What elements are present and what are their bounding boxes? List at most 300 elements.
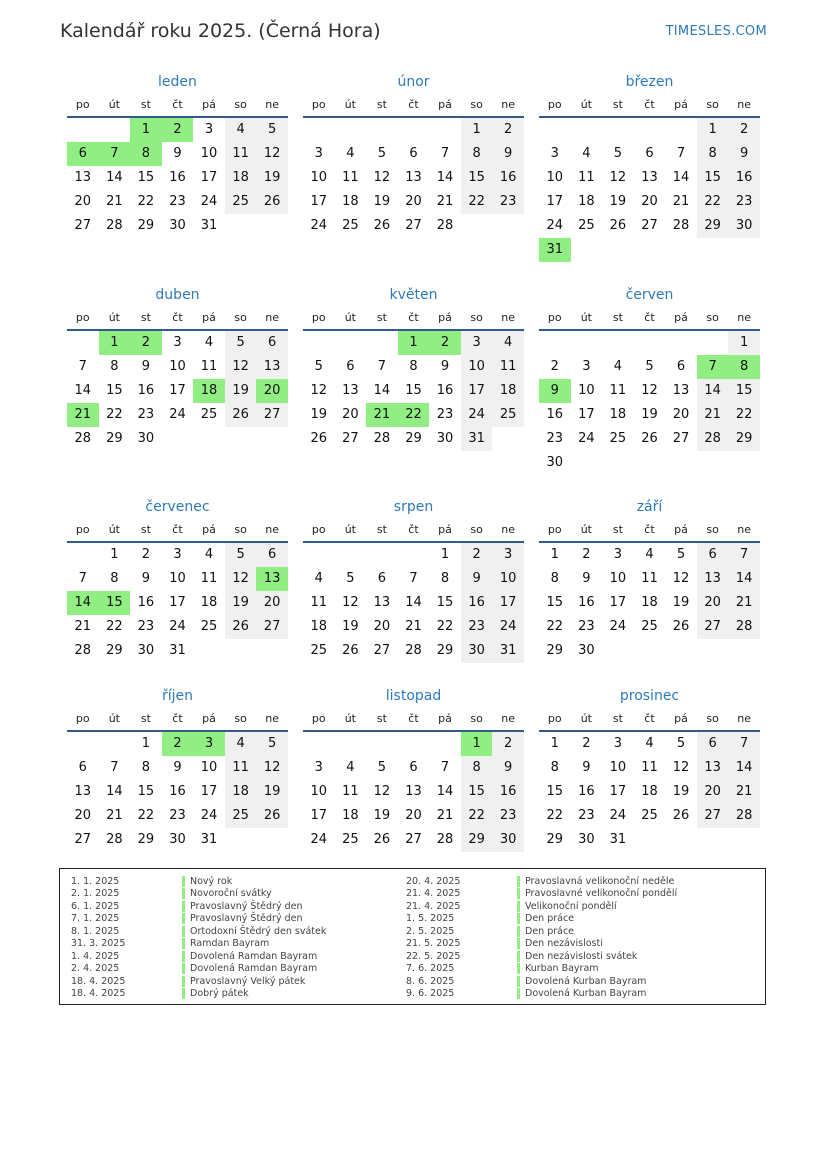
weekday-label: po bbox=[311, 98, 326, 111]
day-cell: 17 bbox=[461, 379, 493, 403]
day-cell: 4 bbox=[645, 736, 654, 751]
day-cell: 11 bbox=[342, 170, 359, 185]
day-cell: 4 bbox=[492, 331, 524, 355]
day-cell: 29 bbox=[137, 218, 155, 233]
legend-column-right bbox=[395, 875, 677, 1000]
weekday-label: st bbox=[612, 712, 623, 725]
weekday-label: po bbox=[311, 712, 326, 725]
weekday-header bbox=[539, 519, 760, 543]
holiday-marker bbox=[517, 938, 520, 949]
day-cell: 13 bbox=[74, 784, 92, 799]
day-cell: 24 bbox=[609, 619, 627, 634]
day-cell: 30 bbox=[578, 643, 595, 658]
day-cell: 26 bbox=[225, 403, 257, 427]
day-cell: 29 bbox=[106, 643, 123, 658]
empty-cell bbox=[398, 118, 430, 142]
day-grid bbox=[303, 331, 524, 451]
weekday-label: so bbox=[706, 712, 719, 725]
day-grid bbox=[539, 118, 760, 262]
empty-cell bbox=[665, 118, 697, 142]
holiday-name: Nový rok bbox=[190, 875, 233, 887]
legend-column-left bbox=[60, 875, 326, 1000]
weekday-label: čt bbox=[644, 712, 655, 725]
day-cell: 7 bbox=[440, 760, 450, 775]
empty-cell bbox=[366, 331, 398, 355]
day-cell: 17 bbox=[200, 170, 218, 185]
day-cell: 25 bbox=[310, 643, 328, 658]
weekday-label: st bbox=[140, 98, 151, 111]
holiday-date: 6. 1. 2025 bbox=[71, 900, 120, 912]
day-cell: 3 bbox=[173, 335, 182, 350]
day-cell: 1 bbox=[461, 118, 493, 142]
day-cell: 11 bbox=[200, 571, 218, 586]
month-name: duben bbox=[155, 287, 200, 303]
holiday-date: 2. 4. 2025 bbox=[71, 963, 120, 975]
day-cell: 28 bbox=[405, 643, 422, 658]
day-cell: 28 bbox=[436, 832, 454, 847]
day-cell: 14 bbox=[697, 379, 729, 403]
empty-cell bbox=[335, 732, 367, 756]
empty-cell bbox=[697, 331, 729, 355]
month-9 bbox=[67, 686, 288, 852]
holiday-date: 20. 4. 2025 bbox=[406, 875, 461, 887]
day-cell: 18 bbox=[310, 619, 328, 634]
day-cell: 18 bbox=[200, 595, 218, 610]
day-cell: 23 bbox=[492, 804, 524, 828]
day-cell: 24 bbox=[169, 619, 186, 634]
day-cell: 5 bbox=[225, 331, 257, 355]
day-cell: 6 bbox=[67, 142, 99, 166]
day-cell: 24 bbox=[200, 808, 218, 823]
day-cell: 18 bbox=[492, 379, 524, 403]
day-cell: 29 bbox=[106, 431, 123, 446]
weekday-label: pá bbox=[674, 523, 688, 536]
day-cell: 4 bbox=[346, 760, 355, 775]
day-cell: 1 bbox=[440, 547, 450, 562]
day-cell: 16 bbox=[546, 407, 564, 422]
day-cell: 5 bbox=[377, 760, 387, 775]
day-cell: 11 bbox=[578, 170, 595, 185]
day-grid bbox=[67, 732, 288, 852]
day-cell: 2 bbox=[461, 543, 493, 567]
empty-cell bbox=[398, 543, 430, 567]
day-cell: 15 bbox=[546, 595, 564, 610]
legend-row bbox=[395, 913, 677, 926]
day-cell: 13 bbox=[256, 355, 288, 379]
day-cell: 15 bbox=[405, 383, 422, 398]
holiday-name: Ortodoxní Štědrý den svátek bbox=[190, 925, 327, 937]
holiday-marker bbox=[517, 876, 520, 887]
day-cell: 28 bbox=[436, 218, 454, 233]
holiday-date: 18. 4. 2025 bbox=[71, 988, 126, 1000]
day-cell: 4 bbox=[225, 732, 257, 756]
day-cell: 20 bbox=[672, 407, 690, 422]
day-cell: 14 bbox=[106, 170, 123, 185]
day-cell: 15 bbox=[106, 383, 123, 398]
holiday-marker bbox=[182, 888, 185, 899]
weekday-label: pá bbox=[438, 311, 452, 324]
day-grid bbox=[67, 331, 288, 451]
day-cell: 16 bbox=[492, 780, 524, 804]
day-cell: 28 bbox=[373, 431, 391, 446]
holiday-marker bbox=[517, 913, 520, 924]
day-cell: 30 bbox=[137, 643, 155, 658]
day-cell: 29 bbox=[405, 431, 422, 446]
day-cell: 10 bbox=[200, 146, 218, 161]
day-cell: 27 bbox=[697, 804, 729, 828]
weekday-label: pá bbox=[674, 98, 688, 111]
day-cell: 2 bbox=[728, 118, 760, 142]
day-cell: 14 bbox=[728, 567, 760, 591]
month-11 bbox=[539, 686, 760, 852]
day-cell: 3 bbox=[550, 146, 559, 161]
legend-row bbox=[60, 900, 326, 913]
holiday-name: Pravoslavný Velký pátek bbox=[190, 975, 306, 987]
day-cell: 27 bbox=[405, 832, 422, 847]
page-title: Kalendář roku 2025. (Černá Hora) bbox=[60, 20, 381, 42]
day-cell: 25 bbox=[225, 190, 257, 214]
empty-cell bbox=[571, 118, 603, 142]
day-cell: 28 bbox=[74, 643, 92, 658]
day-cell: 8 bbox=[461, 142, 493, 166]
day-cell: 24 bbox=[609, 808, 627, 823]
day-cell: 30 bbox=[436, 431, 454, 446]
empty-cell bbox=[335, 118, 367, 142]
holiday-date: 1. 4. 2025 bbox=[71, 950, 120, 962]
legend-row bbox=[395, 975, 677, 988]
day-cell: 26 bbox=[225, 615, 257, 639]
day-cell: 1 bbox=[461, 732, 493, 756]
day-cell: 3 bbox=[613, 736, 623, 751]
day-cell: 17 bbox=[310, 808, 328, 823]
holiday-marker bbox=[517, 976, 520, 987]
holiday-date: 21. 4. 2025 bbox=[406, 900, 461, 912]
weekday-label: út bbox=[108, 311, 120, 324]
day-cell: 19 bbox=[256, 780, 288, 804]
day-cell: 24 bbox=[310, 832, 328, 847]
day-cell: 11 bbox=[342, 784, 359, 799]
weekday-header bbox=[303, 94, 524, 118]
legend-row bbox=[60, 925, 326, 938]
day-cell: 25 bbox=[342, 832, 359, 847]
day-cell: 13 bbox=[641, 170, 658, 185]
day-cell: 1 bbox=[697, 118, 729, 142]
day-cell: 23 bbox=[546, 431, 564, 446]
day-cell: 9 bbox=[173, 146, 182, 161]
legend-row bbox=[60, 988, 326, 1001]
holiday-marker bbox=[182, 901, 185, 912]
weekday-label: po bbox=[547, 98, 562, 111]
day-cell: 8 bbox=[130, 142, 162, 166]
day-cell: 2 bbox=[162, 118, 194, 142]
day-cell: 19 bbox=[641, 407, 658, 422]
day-cell: 23 bbox=[578, 808, 595, 823]
day-cell: 16 bbox=[461, 591, 493, 615]
empty-cell bbox=[539, 331, 571, 355]
holiday-name: Den nezávislosti svátek bbox=[525, 950, 638, 962]
day-cell: 12 bbox=[256, 142, 288, 166]
holiday-name: Pravoslavný Štědrý den bbox=[190, 913, 303, 925]
day-cell: 6 bbox=[256, 331, 288, 355]
legend-row bbox=[60, 963, 326, 976]
empty-cell bbox=[335, 331, 367, 355]
day-cell: 15 bbox=[461, 780, 493, 804]
day-cell: 27 bbox=[256, 615, 288, 639]
day-cell: 30 bbox=[546, 455, 564, 470]
weekday-label: út bbox=[108, 98, 120, 111]
day-cell: 1 bbox=[110, 547, 119, 562]
day-cell: 11 bbox=[609, 383, 627, 398]
holiday-date: 7. 6. 2025 bbox=[406, 963, 455, 975]
day-cell: 3 bbox=[492, 543, 524, 567]
weekday-label: pá bbox=[202, 98, 216, 111]
empty-cell bbox=[303, 543, 335, 567]
weekday-label: po bbox=[75, 98, 90, 111]
day-cell: 29 bbox=[697, 214, 729, 238]
day-cell: 2 bbox=[582, 736, 591, 751]
day-cell: 2 bbox=[130, 331, 162, 355]
day-cell: 15 bbox=[697, 166, 729, 190]
day-cell: 26 bbox=[373, 218, 391, 233]
day-cell: 14 bbox=[373, 383, 391, 398]
day-cell: 22 bbox=[697, 190, 729, 214]
day-cell: 11 bbox=[200, 359, 218, 374]
legend-row bbox=[395, 963, 677, 976]
weekday-label: st bbox=[612, 98, 623, 111]
day-cell: 18 bbox=[225, 166, 257, 190]
day-cell: 15 bbox=[137, 784, 155, 799]
empty-cell bbox=[429, 118, 461, 142]
day-cell: 14 bbox=[74, 383, 92, 398]
day-cell: 22 bbox=[728, 403, 760, 427]
day-cell: 29 bbox=[546, 643, 564, 658]
day-cell: 3 bbox=[582, 359, 591, 374]
day-cell: 30 bbox=[137, 431, 155, 446]
empty-cell bbox=[67, 543, 99, 567]
day-cell: 4 bbox=[582, 146, 591, 161]
day-cell: 24 bbox=[200, 194, 218, 209]
month-1 bbox=[303, 72, 524, 238]
day-cell: 28 bbox=[106, 218, 123, 233]
weekday-label: ne bbox=[737, 523, 752, 536]
day-cell: 20 bbox=[641, 194, 658, 209]
day-cell: 3 bbox=[193, 732, 225, 756]
weekday-label: st bbox=[140, 523, 151, 536]
day-cell: 7 bbox=[728, 732, 760, 756]
day-cell: 31 bbox=[492, 639, 524, 663]
month-0 bbox=[67, 72, 288, 238]
day-cell: 8 bbox=[110, 571, 119, 586]
day-cell: 17 bbox=[609, 784, 627, 799]
holiday-date: 1. 1. 2025 bbox=[71, 875, 120, 887]
weekday-label: pá bbox=[438, 98, 452, 111]
day-cell: 7 bbox=[99, 142, 131, 166]
weekday-label: ne bbox=[737, 98, 752, 111]
day-cell: 10 bbox=[609, 571, 627, 586]
weekday-label: ne bbox=[265, 311, 280, 324]
day-cell: 31 bbox=[169, 643, 186, 658]
day-cell: 10 bbox=[609, 760, 627, 775]
day-cell: 17 bbox=[169, 595, 186, 610]
day-cell: 28 bbox=[728, 615, 760, 639]
brand-link[interactable]: TIMESLES.COM bbox=[665, 24, 767, 39]
day-cell: 19 bbox=[342, 619, 359, 634]
day-cell: 30 bbox=[492, 828, 524, 852]
day-cell: 4 bbox=[613, 359, 623, 374]
holiday-date: 1. 5. 2025 bbox=[406, 913, 455, 925]
empty-cell bbox=[634, 118, 666, 142]
weekday-label: so bbox=[234, 98, 247, 111]
empty-cell bbox=[335, 543, 367, 567]
day-cell: 22 bbox=[461, 190, 493, 214]
day-cell: 16 bbox=[728, 166, 760, 190]
day-cell: 28 bbox=[74, 431, 92, 446]
day-cell: 23 bbox=[137, 407, 155, 422]
day-cell: 13 bbox=[405, 784, 422, 799]
weekday-label: ne bbox=[265, 712, 280, 725]
month-name: listopad bbox=[385, 688, 442, 704]
day-cell: 2 bbox=[550, 359, 559, 374]
day-cell: 1 bbox=[398, 331, 430, 355]
empty-cell bbox=[366, 543, 398, 567]
weekday-label: út bbox=[580, 98, 592, 111]
weekday-label: st bbox=[376, 98, 387, 111]
day-cell: 19 bbox=[672, 784, 690, 799]
day-cell: 22 bbox=[398, 403, 430, 427]
legend-row bbox=[395, 900, 677, 913]
weekday-header bbox=[67, 519, 288, 543]
month-name: říjen bbox=[161, 688, 194, 704]
day-cell: 23 bbox=[436, 407, 454, 422]
day-cell: 4 bbox=[314, 571, 323, 586]
weekday-label: ne bbox=[737, 311, 752, 324]
day-cell: 12 bbox=[373, 170, 391, 185]
holiday-name: Pravoslavné velikonoční pondělí bbox=[525, 888, 678, 900]
day-cell: 26 bbox=[641, 431, 658, 446]
day-cell: 29 bbox=[546, 832, 564, 847]
day-cell: 18 bbox=[641, 784, 658, 799]
day-cell: 14 bbox=[405, 595, 422, 610]
month-2 bbox=[539, 72, 760, 262]
weekday-label: po bbox=[547, 712, 562, 725]
empty-cell bbox=[398, 732, 430, 756]
day-cell: 14 bbox=[436, 170, 454, 185]
weekday-label: po bbox=[75, 523, 90, 536]
day-cell: 11 bbox=[225, 756, 257, 780]
day-cell: 10 bbox=[578, 383, 595, 398]
day-cell: 10 bbox=[169, 359, 186, 374]
day-cell: 7 bbox=[78, 571, 87, 586]
day-cell: 23 bbox=[578, 619, 595, 634]
holiday-marker bbox=[517, 888, 520, 899]
day-cell: 26 bbox=[256, 190, 288, 214]
day-cell: 6 bbox=[409, 146, 418, 161]
day-cell: 8 bbox=[728, 355, 760, 379]
day-cell: 28 bbox=[697, 427, 729, 451]
weekday-label: ne bbox=[737, 712, 752, 725]
day-cell: 26 bbox=[256, 804, 288, 828]
day-cell: 7 bbox=[440, 146, 450, 161]
day-cell: 25 bbox=[342, 218, 359, 233]
holiday-legend bbox=[59, 868, 766, 1005]
day-cell: 8 bbox=[697, 142, 729, 166]
day-cell: 10 bbox=[461, 355, 493, 379]
day-cell: 23 bbox=[492, 190, 524, 214]
weekday-label: so bbox=[706, 311, 719, 324]
weekday-label: čt bbox=[172, 712, 183, 725]
weekday-label: ne bbox=[501, 311, 516, 324]
day-cell: 20 bbox=[373, 619, 391, 634]
day-cell: 12 bbox=[310, 383, 328, 398]
day-cell: 17 bbox=[310, 194, 328, 209]
day-cell: 24 bbox=[310, 218, 328, 233]
day-cell: 7 bbox=[697, 355, 729, 379]
day-cell: 3 bbox=[173, 547, 182, 562]
day-cell: 5 bbox=[645, 359, 654, 374]
day-cell: 6 bbox=[697, 543, 729, 567]
holiday-name: Dobrý pátek bbox=[190, 988, 249, 1000]
day-cell: 12 bbox=[672, 760, 690, 775]
day-cell: 13 bbox=[373, 595, 391, 610]
day-cell: 29 bbox=[137, 832, 155, 847]
day-cell: 25 bbox=[641, 619, 658, 634]
day-cell: 5 bbox=[377, 146, 387, 161]
day-cell: 24 bbox=[461, 403, 493, 427]
empty-cell bbox=[67, 331, 99, 355]
day-cell: 1 bbox=[550, 547, 559, 562]
legend-row bbox=[395, 950, 677, 963]
day-cell: 21 bbox=[405, 619, 422, 634]
day-cell: 20 bbox=[74, 194, 92, 209]
day-cell: 7 bbox=[409, 571, 418, 586]
day-cell: 1 bbox=[728, 331, 760, 355]
day-cell: 29 bbox=[461, 828, 493, 852]
holiday-marker bbox=[517, 951, 520, 962]
weekday-header bbox=[303, 307, 524, 331]
day-cell: 25 bbox=[225, 804, 257, 828]
holiday-marker bbox=[517, 926, 520, 937]
day-cell: 11 bbox=[492, 355, 524, 379]
day-cell: 30 bbox=[461, 639, 493, 663]
day-cell: 9 bbox=[582, 760, 591, 775]
day-cell: 27 bbox=[672, 431, 690, 446]
month-name: červen bbox=[625, 287, 674, 303]
day-cell: 30 bbox=[169, 218, 186, 233]
day-cell: 15 bbox=[461, 166, 493, 190]
day-cell: 19 bbox=[373, 808, 391, 823]
legend-row bbox=[60, 875, 326, 888]
empty-cell bbox=[634, 331, 666, 355]
day-cell: 12 bbox=[641, 383, 658, 398]
weekday-label: čt bbox=[408, 98, 419, 111]
weekday-header bbox=[539, 708, 760, 732]
day-cell: 22 bbox=[436, 619, 454, 634]
day-cell: 24 bbox=[578, 431, 595, 446]
weekday-label: st bbox=[376, 311, 387, 324]
day-cell: 18 bbox=[193, 379, 225, 403]
month-name: květen bbox=[389, 287, 438, 303]
day-cell: 10 bbox=[492, 567, 524, 591]
day-cell: 14 bbox=[436, 784, 454, 799]
day-cell: 15 bbox=[137, 170, 155, 185]
day-cell: 29 bbox=[436, 643, 454, 658]
day-cell: 1 bbox=[99, 331, 131, 355]
day-cell: 7 bbox=[728, 543, 760, 567]
holiday-marker bbox=[182, 988, 185, 999]
day-cell: 8 bbox=[550, 571, 559, 586]
holiday-name: Dovolená Kurban Bayram bbox=[525, 988, 647, 1000]
weekday-label: pá bbox=[438, 712, 452, 725]
